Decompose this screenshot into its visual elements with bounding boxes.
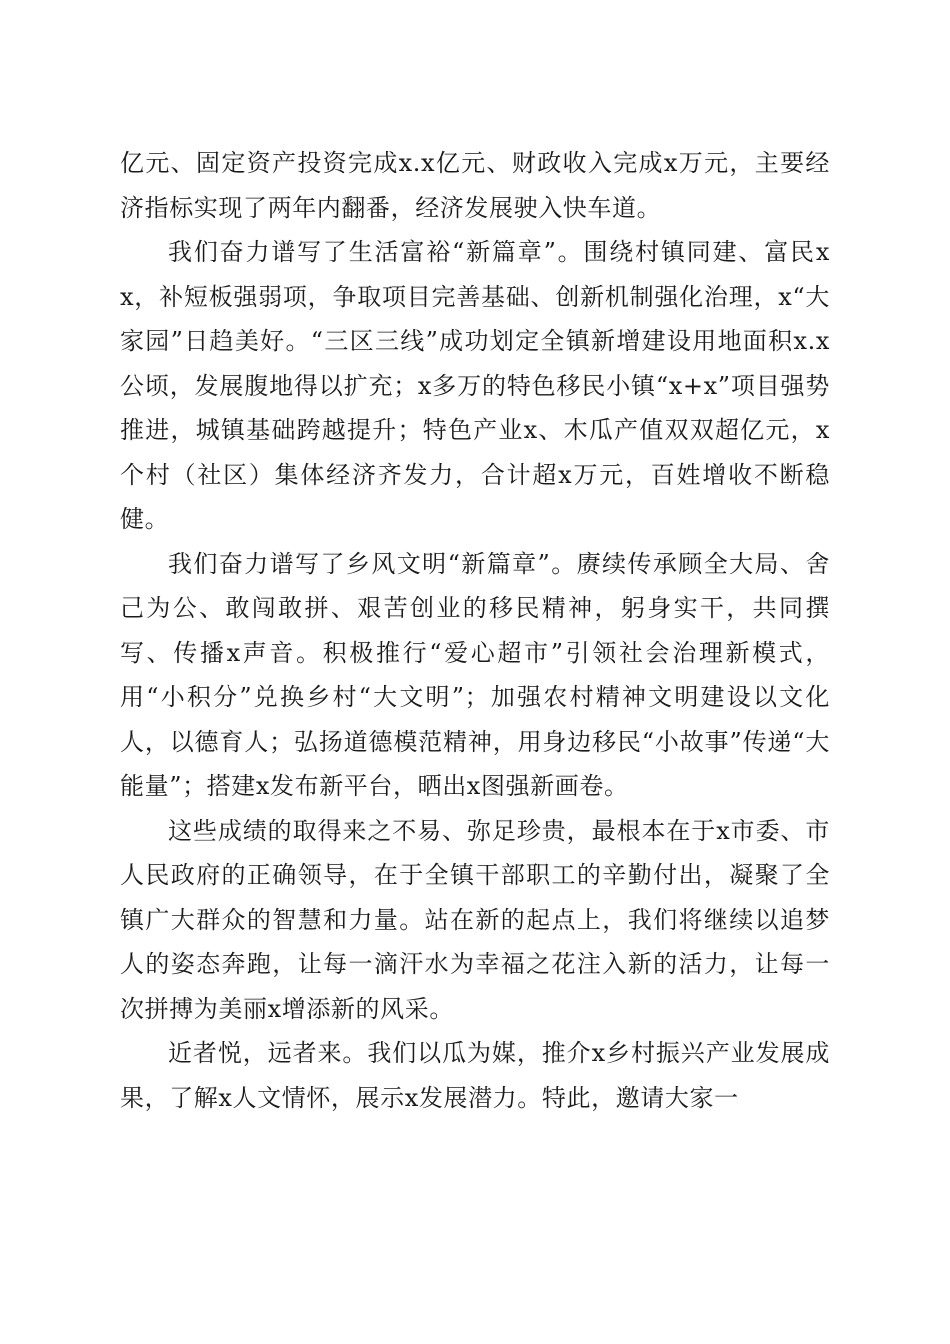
body-text <box>120 141 830 1120</box>
paragraph-civilization: 我们奋力谱写了乡风文明“新篇章”。赓续传承顾全大局、舍己为公、敢闯敢拼、艰苦创业的移民精神，躬身实干，共同撰写、传播x声音。积极推行“爱心超市”引领社会治理新模式，用“小积分”兑换乡村“大文明”；加强农村精神文明建设以文化人，以德育人；弘扬道德模范精神，用身边移民“小故事”传递“大能量”；搭建x发布新平台，晒出x图强新画卷。 <box>120 549 830 800</box>
paragraph-invitation: 近者悦，远者来。我们以瓜为媒，推介x乡村振兴产业发展成果，了解x人文情怀，展示x发展潜力。特此，邀请大家一 <box>120 1039 830 1112</box>
paragraph-achievements: 这些成绩的取得来之不易、弥足珍贵，最根本在于x市委、市人民政府的正确领导，在于全镇干部职工的辛勤付出，凝聚了全镇广大群众的智慧和力量。站在新的起点上，我们将继续以追梦人的姿态奔跑，让每一滴汗水为幸福之花注入新的活力，让每一次拼搏为美丽x增添新的风采。 <box>120 816 830 1023</box>
paragraph-continuation: 亿元、固定资产投资完成x.x亿元、财政收入完成x万元，主要经济指标实现了两年内翻番，经济发展驶入快车道。 <box>120 149 830 222</box>
paragraph-livelihood: 我们奋力谱写了生活富裕“新篇章”。围绕村镇同建、富民xx，补短板强弱项，争取项目完善基础、创新机制强化治理，x“大家园”日趋美好。“三区三线”成功划定全镇新增建设用地面积x.x公顷，发展腹地得以扩充；x多万的特色移民小镇“x+x”项目强势推进，城镇基础跨越提升；特色产业x、木瓜产值双双超亿元，x个村（社区）集体经济齐发力，合计超x万元，百姓增收不断稳健。 <box>120 238 830 533</box>
